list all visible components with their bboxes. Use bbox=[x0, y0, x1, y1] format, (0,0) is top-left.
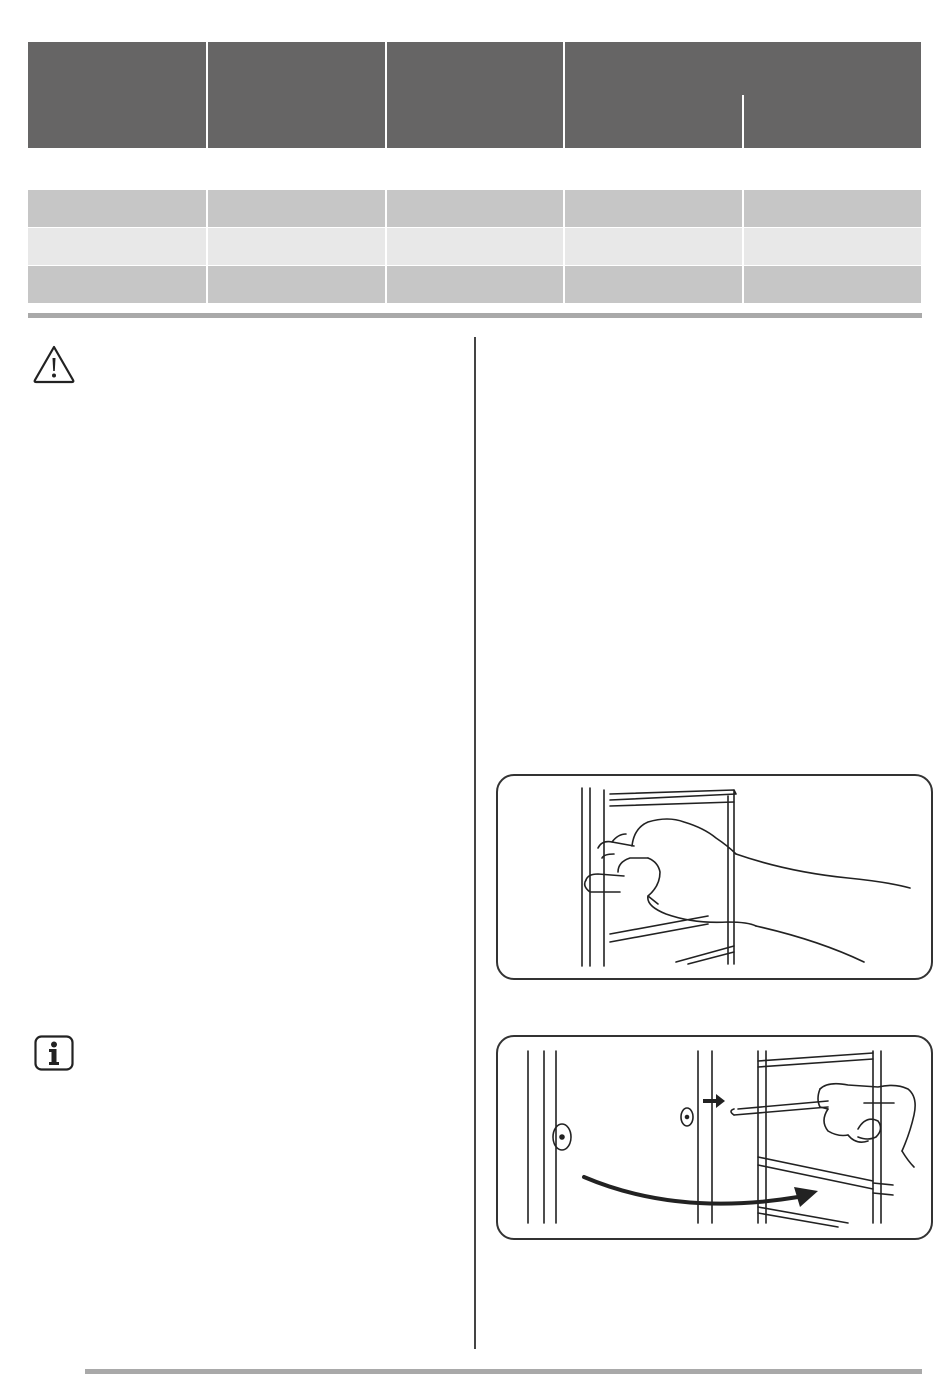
header-separator bbox=[206, 42, 208, 148]
illustration-hand-shelf-2 bbox=[498, 1037, 931, 1238]
table-cell bbox=[387, 228, 563, 265]
table-cell bbox=[387, 266, 563, 303]
table-cell bbox=[387, 190, 563, 227]
table-cell bbox=[565, 228, 742, 265]
header-separator bbox=[563, 42, 565, 148]
section-divider bbox=[28, 313, 922, 318]
table-cell bbox=[744, 228, 921, 265]
header-separator bbox=[385, 42, 387, 148]
table-cell bbox=[208, 190, 385, 227]
table-cell bbox=[744, 190, 921, 227]
column-separator bbox=[474, 337, 476, 1349]
table-row bbox=[28, 190, 921, 227]
table-cell bbox=[744, 266, 921, 303]
warning-triangle-icon bbox=[32, 344, 76, 384]
table-header bbox=[28, 42, 921, 148]
shelf-support-removal-step-2 bbox=[496, 1035, 933, 1240]
table-row bbox=[28, 266, 921, 303]
table-row bbox=[28, 228, 921, 265]
table-cell bbox=[565, 266, 742, 303]
table-cell bbox=[28, 190, 206, 227]
table-cell bbox=[208, 228, 385, 265]
table-cell bbox=[28, 266, 206, 303]
illustration-hand-shelf-1 bbox=[498, 776, 931, 978]
footer-divider bbox=[85, 1369, 922, 1374]
table-cell bbox=[565, 190, 742, 227]
shelf-support-removal-step-1 bbox=[496, 774, 933, 980]
info-icon bbox=[34, 1035, 74, 1071]
table-cell bbox=[208, 266, 385, 303]
header-sub-separator bbox=[742, 95, 744, 148]
table-cell bbox=[28, 228, 206, 265]
